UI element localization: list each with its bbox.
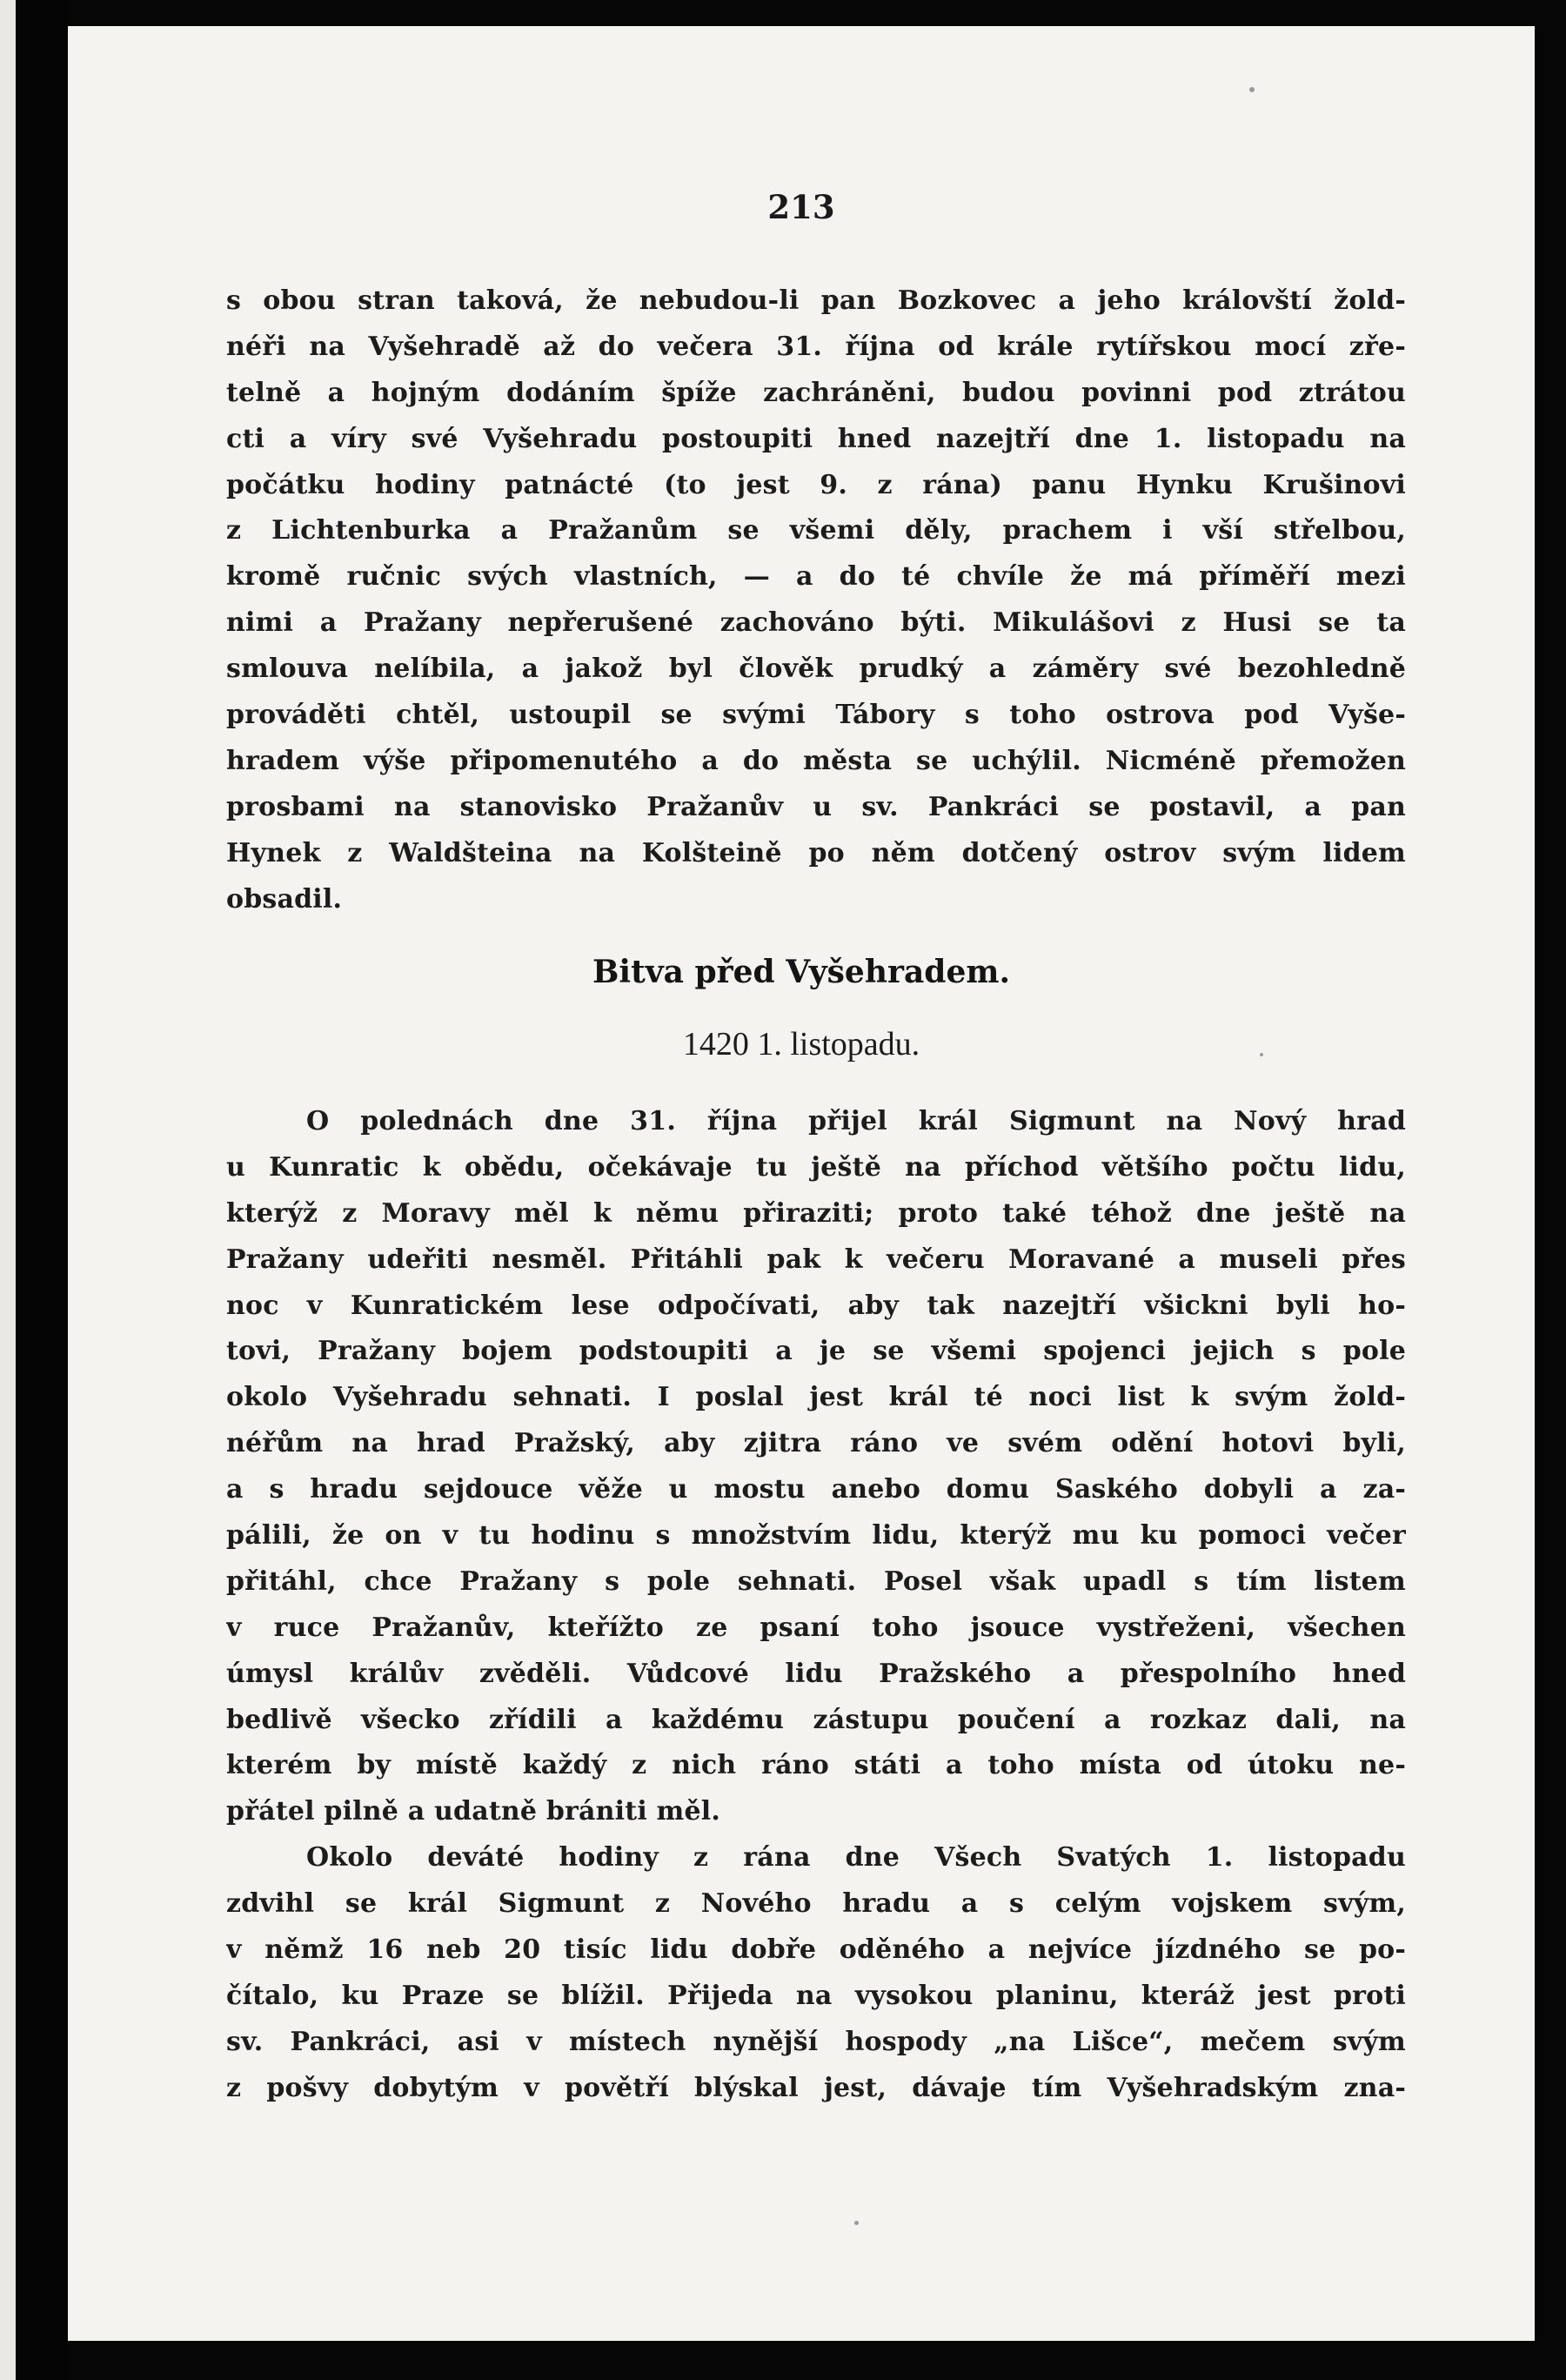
- text-line: telně a hojným dodáním špíže zachráněni, budou povinni pod ztrátou: [226, 377, 1406, 408]
- book-page: [68, 26, 1535, 2341]
- text-line: počátku hodiny patnácté (to jest 9. z rána) panu Hynku Krušinovi: [226, 469, 1406, 500]
- text-line: nimi a Pražany nepřerušené zachováno býti. Mikulášovi z Husi se ta: [226, 607, 1406, 639]
- text-line: přátel pilně a udatně brániti měl.: [226, 1796, 721, 1827]
- text-line: kterém by místě každý z nich ráno státi a toho místa od útoku ne-: [226, 1750, 1406, 1781]
- section-title: Bitva před Vyšehradem.: [592, 954, 1010, 990]
- paragraph-2: [226, 1099, 1406, 2112]
- text-line: s obou stran taková, že nebudou-li pan Bozkovec a jeho královští žold-: [226, 285, 1406, 316]
- text-line: bedlivě všecko zřídili a každému zástupu poučení a rozkaz dali, na: [226, 1704, 1406, 1735]
- scan-left-shadow: [16, 0, 68, 2380]
- text-line: Pražany udeřiti nesměl. Přitáhli pak k večeru Moravané a museli přes: [226, 1244, 1406, 1275]
- text-line: O polednách dne 31. října přijel král Sigmunt na Nový hrad: [306, 1106, 1406, 1136]
- text-line: Okolo deváté hodiny z rána dne Všech Svatých 1. listopadu: [306, 1842, 1406, 1874]
- scan-speck: [1249, 87, 1255, 92]
- text-line: Hynek z Waldšteina na Kolšteině po něm dotčený ostrov svým lidem: [226, 837, 1406, 868]
- section-date: 1420 1. listopadu.: [682, 1026, 920, 1063]
- text-line: cti a víry své Vyšehradu postoupiti hned nazejtří dne 1. listopadu na: [226, 423, 1406, 454]
- text-line: v němž 16 neb 20 tisíc lidu dobře oděného a nejvíce jízdného se po-: [226, 1934, 1406, 1966]
- text-line: smlouva nelíbila, a jakož byl člověk prudký a záměry své bezohledně: [226, 654, 1406, 685]
- text-line: kromě ručnic svých vlastních, — a do té chvíle že má příměří mezi: [226, 561, 1406, 593]
- text-line: sv. Pankráci, asi v místech nynější hospody „na Lišce“, mečem svým: [226, 2026, 1406, 2057]
- page-number: 213: [767, 188, 835, 226]
- text-line: pálili, že on v tu hodinu s množstvím lidu, kterýž mu ku pomoci večer: [226, 1520, 1406, 1552]
- text-line: zdvihl se král Sigmunt z Nového hradu a s celým vojskem svým,: [226, 1888, 1406, 1920]
- text-line: z pošvy dobytým v povětří blýskal jest, dávaje tím Vyšehradským zna-: [226, 2072, 1406, 2103]
- text-line: přitáhl, chce Pražany s pole sehnati. Posel však upadl s tím listem: [226, 1565, 1406, 1597]
- text-line: z Lichtenburka a Pražanům se všemi děly, prachem i vší střelbou,: [226, 515, 1406, 546]
- text-line: noc v Kunratickém lese odpočívati, aby tak nazejtří všickni byli ho-: [226, 1290, 1406, 1321]
- scan-speck: [854, 2221, 859, 2225]
- text-line: u Kunratic k obědu, očekávaje tu ještě na příchod většího počtu lidu,: [226, 1151, 1406, 1183]
- text-line: prováděti chtěl, ustoupil se svými Tábory s toho ostrova pod Vyše-: [226, 700, 1406, 731]
- text-line: okolo Vyšehradu sehnati. I poslal jest král té noci list k svým žold-: [226, 1382, 1406, 1413]
- text-line: úmysl králův zvěděli. Vůdcové lidu Pražského a přespolního hned: [226, 1658, 1406, 1689]
- text-line: hradem výše připomenutého a do města se uchýlil. Nicméně přemožen: [226, 745, 1406, 776]
- scan-left-edge: [0, 0, 16, 2380]
- text-line: kterýž z Moravy měl k němu přiraziti; proto také téhož dne ještě na: [226, 1197, 1406, 1229]
- paragraph-1: [226, 278, 1406, 922]
- text-line: tovi, Pražany bojem podstoupiti a je se všemi spojenci jejich s pole: [226, 1336, 1406, 1367]
- text-line: néřům na hrad Pražský, aby zjitra ráno ve svém odění hotovi byli,: [226, 1428, 1406, 1459]
- text-line: néři na Vyšehradě až do večera 31. října od krále rytířskou mocí zře-: [226, 331, 1406, 362]
- text-line: v ruce Pražanův, kteřížto ze psaní toho jsouce vystřeženi, všechen: [226, 1612, 1406, 1643]
- text-line: obsadil.: [226, 883, 343, 915]
- text-line: a s hradu sejdouce věže u mostu anebo domu Saského dobyli a za-: [226, 1474, 1406, 1505]
- text-line: čítalo, ku Praze se blížil. Přijeda na vysokou planinu, kteráž jest proti: [226, 1980, 1406, 2011]
- text-line: prosbami na stanovisko Pražanův u sv. Pankráci se postavil, a pan: [226, 791, 1406, 822]
